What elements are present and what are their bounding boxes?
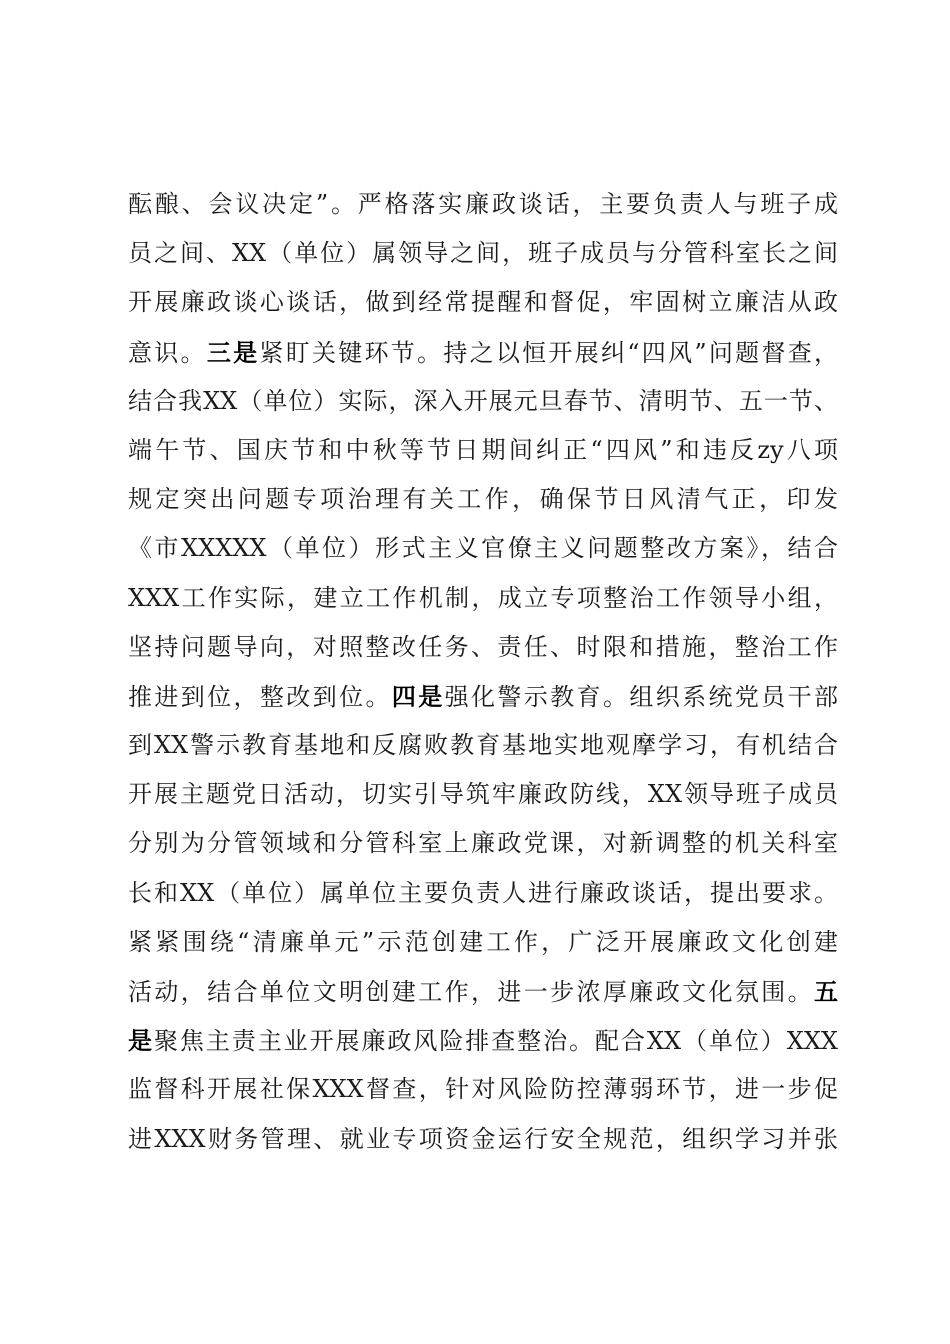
text-line	[128, 278, 838, 327]
text-line	[128, 180, 838, 229]
text-line	[128, 377, 838, 426]
text-line	[128, 574, 838, 623]
text-segment: 端午节、国庆节和中秋等节日期间纠正“四风”和违反zy八项	[128, 435, 838, 464]
emphasis-text: 五	[814, 977, 838, 1006]
text-segment: 活动，结合单位文明创建工作，进一步浓厚廉政文化氛围。	[128, 978, 814, 1006]
text-segment: 酝酿、会议决定”。严格落实廉政谈话，主要负责人与班子成	[128, 190, 838, 218]
text-line	[128, 524, 838, 573]
text-line	[128, 721, 838, 770]
text-line	[128, 623, 838, 672]
text-line	[128, 869, 838, 918]
text-segment: 规定突出问题专项治理有关工作，确保节日风清气正，印发	[128, 485, 838, 514]
text-segment: 到XX警示教育基地和反腐败教育基地实地观摩学习，有机结合	[128, 731, 838, 760]
text-segment: 坚持问题导向，对照整改任务、责任、时限和措施，整治工作	[128, 632, 838, 661]
text-line	[128, 1115, 838, 1164]
text-line	[128, 229, 838, 278]
text-segment: 紧紧围绕“清廉单元”示范创建工作，广泛开展廉政文化创建	[128, 927, 838, 956]
emphasis-text: 三是	[206, 337, 260, 367]
text-segment: 紧盯关键环节。持之以恒开展纠“四风”问题督查，	[259, 338, 839, 367]
text-segment: 意识。	[128, 338, 207, 367]
text-line	[128, 819, 838, 868]
text-line	[128, 426, 838, 475]
text-segment: 结合我XX（单位）实际，深入开展元旦春节、清明节、五一节、	[128, 386, 838, 415]
text-segment: 员之间、XX（单位）属领导之间，班子成员与分管科室长之间	[128, 239, 838, 268]
text-segment: XXX工作实际，建立工作机制，成立专项整治工作领导小组，	[128, 583, 838, 612]
text-line	[128, 328, 838, 377]
text-segment: 《市XXXXX（单位）形式主义官僚主义问题整改方案》，结合	[128, 534, 838, 563]
text-line	[128, 1016, 838, 1065]
body-paragraph	[128, 180, 838, 1164]
text-segment: 推进到位，整改到位。	[128, 682, 392, 711]
text-segment: 长和XX（单位）属单位主要负责人进行廉政谈话，提出要求。	[128, 878, 838, 907]
text-segment: 进XXX财务管理、就业专项资金运行安全规范，组织学习并张	[128, 1124, 838, 1153]
text-line	[128, 672, 838, 721]
text-segment: 分别为分管领域和分管科室上廉政党课，对新调整的机关科室	[128, 829, 838, 858]
text-segment: 监督科开展社保XXX督查，针对风险防控薄弱环节，进一步促	[128, 1075, 838, 1104]
text-line	[128, 770, 838, 819]
text-segment: 强化警示教育。组织系统党员干部	[444, 682, 839, 711]
text-line	[128, 1065, 838, 1114]
text-segment: 聚焦主责主业开展廉政风险排查整治。配合XX（单位）XXX	[153, 1027, 839, 1056]
text-line	[128, 475, 838, 524]
text-segment: 开展廉政谈心谈话，做到经常提醒和督促，牢固树立廉洁从政	[128, 288, 838, 317]
text-line	[128, 918, 838, 967]
emphasis-text: 四是	[391, 681, 445, 711]
emphasis-text: 是	[128, 1026, 154, 1056]
text-line	[128, 967, 838, 1016]
text-segment: 开展主题党日活动，切实引导筑牢廉政防线，XX领导班子成员	[128, 780, 838, 809]
